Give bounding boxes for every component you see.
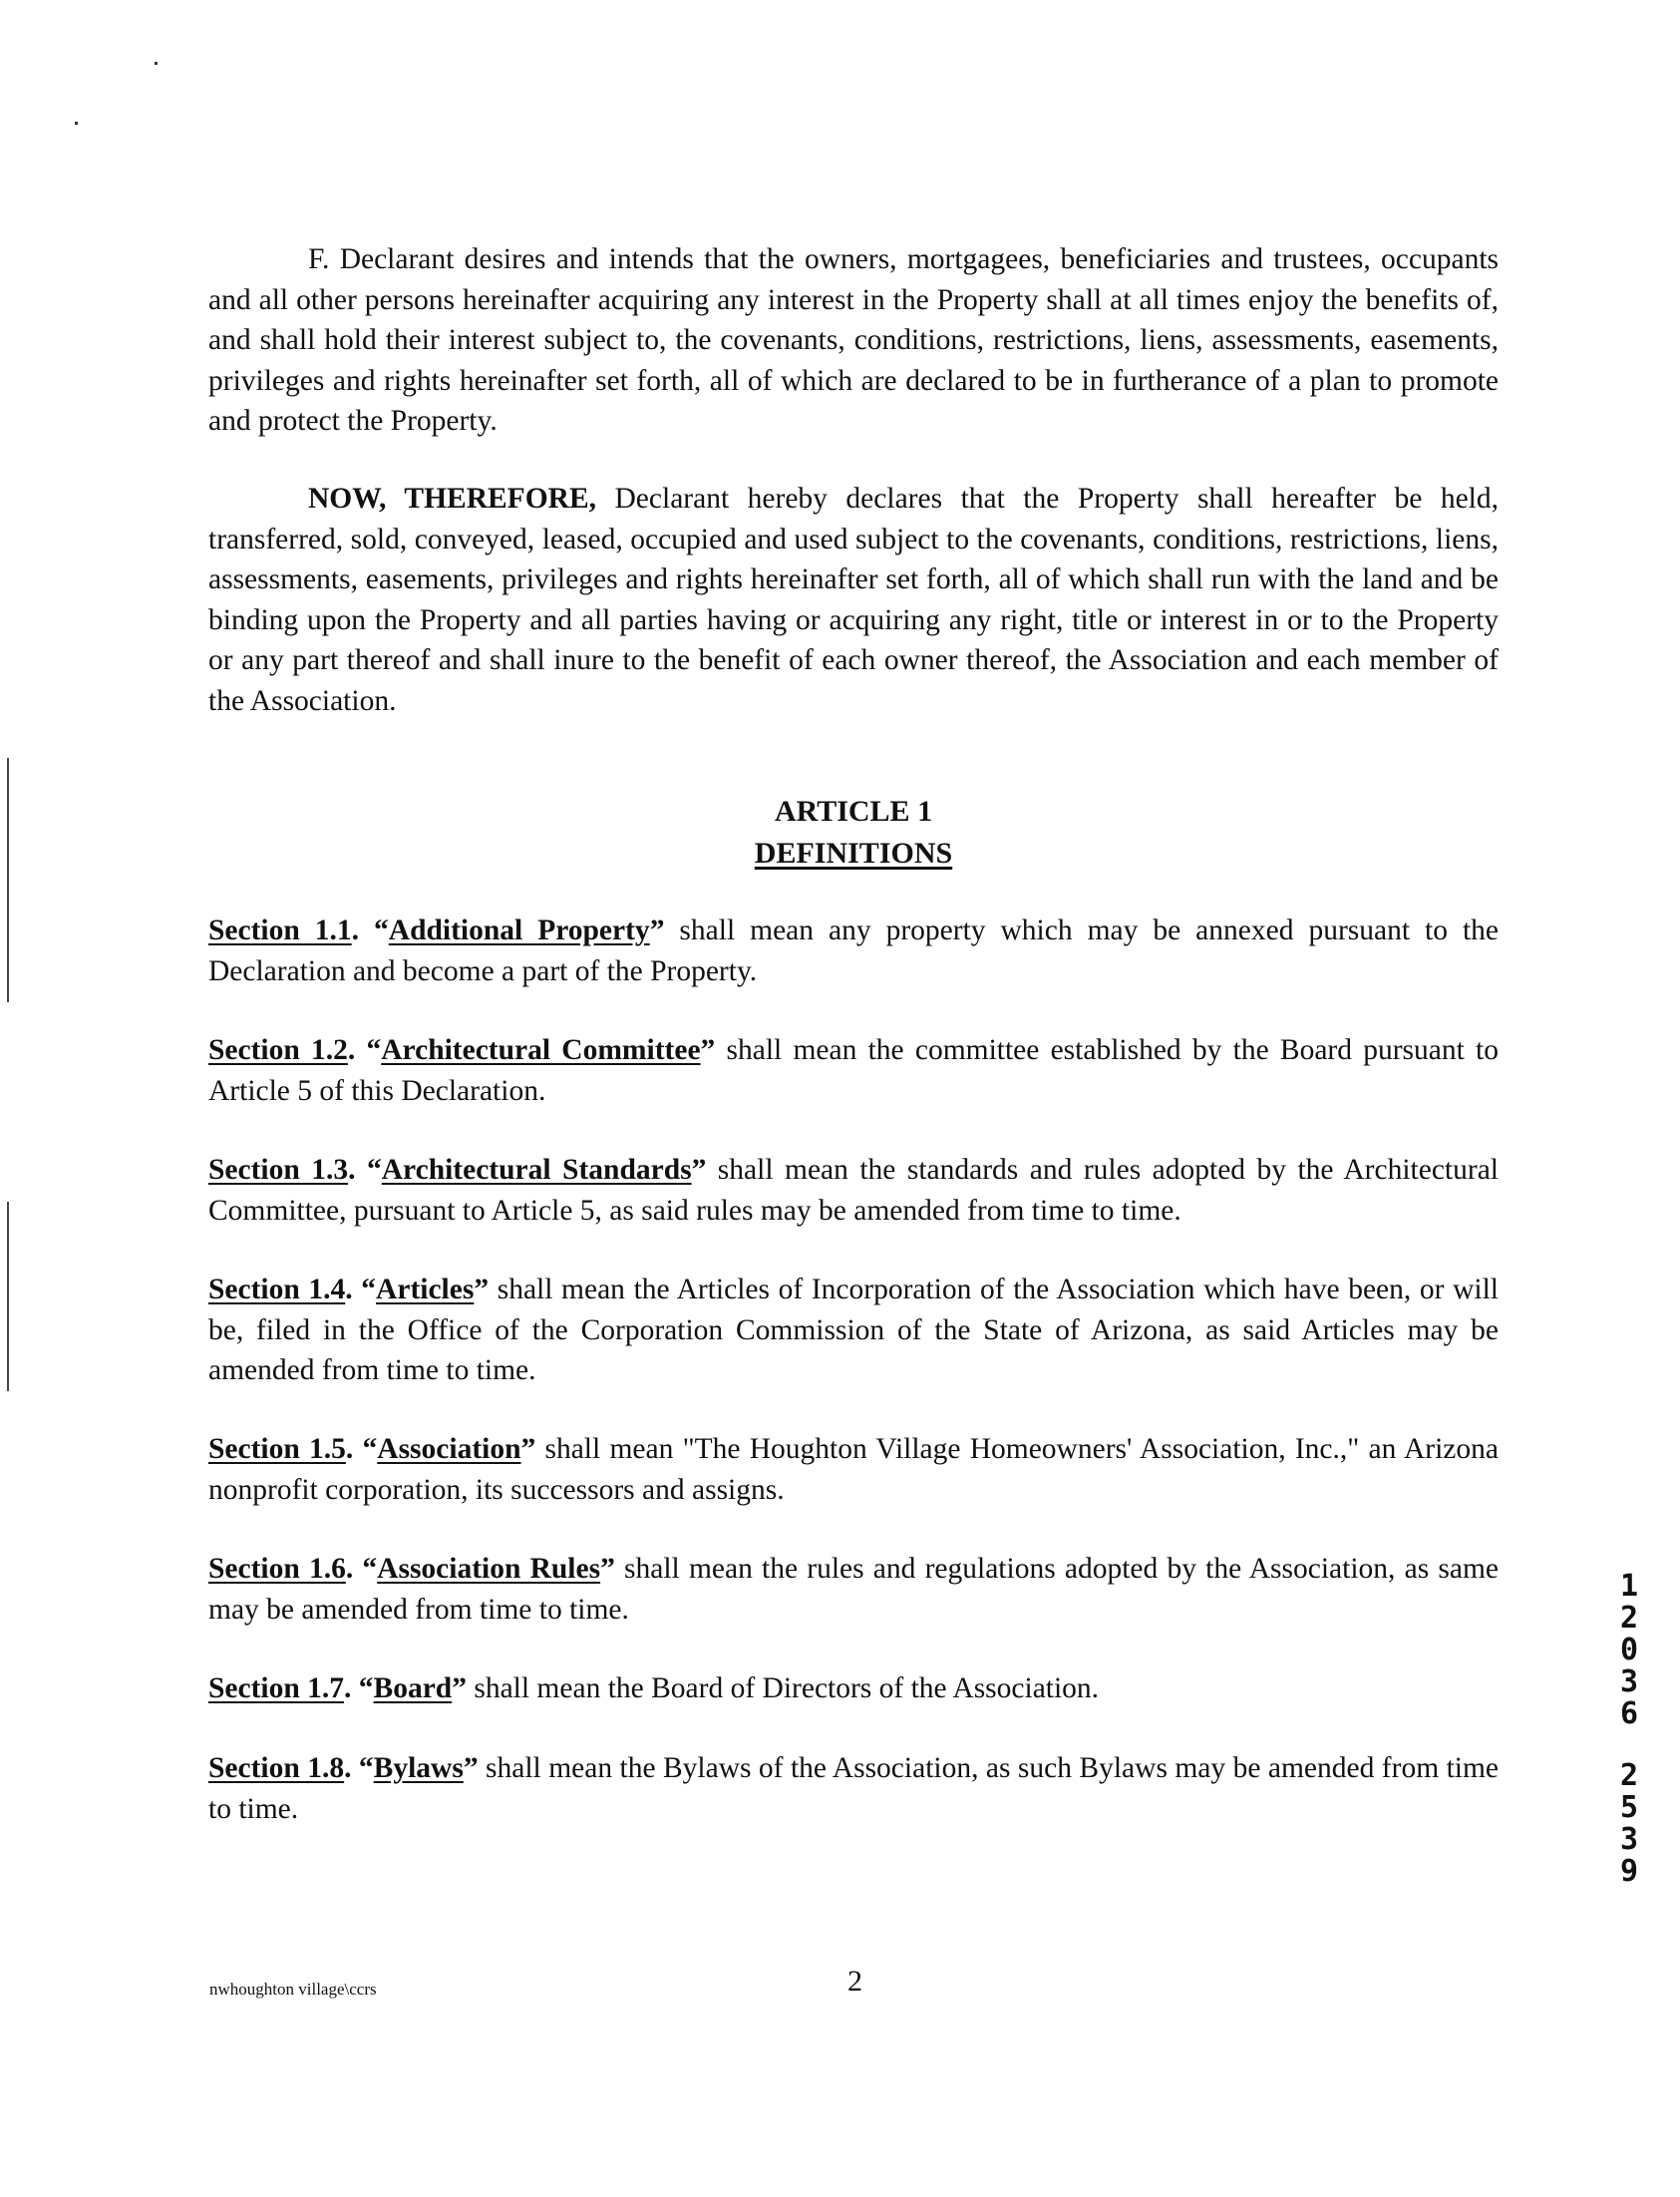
section-label: Section 1.4 xyxy=(208,1274,346,1305)
recording-number-stamp xyxy=(1615,1571,1643,1888)
footer-file-path: nwhoughton village\ccrs xyxy=(209,1980,377,1999)
defined-term: Architectural Standards xyxy=(381,1154,692,1186)
defined-term: Association xyxy=(377,1433,521,1465)
stamp-digit: 2 xyxy=(1619,1758,1639,1793)
stamp-digit: 3 xyxy=(1619,1664,1639,1699)
margin-line xyxy=(7,758,9,1002)
section-text: shall mean the committee established by the Board pursuant to Article 5 of this Declaration. xyxy=(208,1034,1499,1107)
defined-term: Articles xyxy=(376,1274,475,1305)
section-text: shall mean the Board of Directors of the Association. xyxy=(466,1672,1100,1704)
section-text: shall mean the standards and rules adopted by the Architectural Committee, pursuant to Article 5, as said rules may be amended from time to time. xyxy=(208,1154,1499,1227)
section-1-8: Section 1.8. “Bylaws” shall mean the Bylaws of the Association, as such Bylaws may be amended from time to time. xyxy=(208,1752,1500,1825)
section-label: Section 1.2 xyxy=(208,1034,348,1066)
defined-term: Bylaws xyxy=(373,1752,464,1784)
stamp-digit: 3 xyxy=(1619,1822,1639,1857)
now-therefore-lead: NOW, THEREFORE, xyxy=(308,483,596,515)
article-heading xyxy=(208,791,1499,875)
defined-term: Additional Property xyxy=(388,915,650,946)
stamp-digit: 2 xyxy=(1619,1601,1639,1636)
stamp-digit: 5 xyxy=(1619,1790,1639,1825)
section-label: Section 1.8 xyxy=(208,1752,345,1784)
stamp-digit: 1 xyxy=(1619,1569,1639,1604)
scan-speck xyxy=(155,62,158,65)
section-label: Section 1.7 xyxy=(208,1672,345,1704)
section-text: shall mean the Articles of Incorporation of the Association which have been, or will be, filed in the Office of the Corporation Commission of the State of Arizona, as said Articles may be amended from time to time. xyxy=(208,1274,1499,1386)
defined-term: Association Rules xyxy=(377,1553,601,1585)
section-1-7: Section 1.7. “Board” shall mean the Board of Directors of the Association. xyxy=(208,1672,1100,1704)
stamp-digit: 6 xyxy=(1619,1696,1639,1731)
section-label: Section 1.3 xyxy=(208,1154,349,1186)
paragraph-now-therefore xyxy=(208,479,1499,721)
section-text: shall mean any property which may be annexed pursuant to the Declaration and become a part of the Property. xyxy=(208,915,1500,987)
defined-term: Board xyxy=(373,1672,453,1704)
article-title: DEFINITIONS xyxy=(754,837,953,870)
paragraph-f-text: F. Declarant desires and intends that the owners, mortgagees, beneficiaries and trustees, occupants and all other persons hereinafter acquiring any interest in the Property shall at all times enjoy the benefits of, and shall hold their interest subject to, the covenants, conditions, restrictions, liens, assessments, easements, privileges and rights hereinafter set forth, all of which are declared to be in furtherance of a plan to promote and protect the Property. xyxy=(208,243,1499,437)
section-text: shall mean the Bylaws of the Association, as such Bylaws may be amended from time to time. xyxy=(208,1752,1500,1825)
section-1-6: Section 1.6. “Association Rules” shall mean the rules and regulations adopted by the Association, as same may be amended from time to time. xyxy=(208,1553,1499,1626)
section-text: shall mean "The Houghton Village Homeowners' Association, Inc.," an Arizona nonprofit corporation, its successors and assigns. xyxy=(208,1433,1499,1506)
article-number: ARTICLE 1 xyxy=(774,795,933,828)
margin-line xyxy=(7,1202,9,1391)
now-therefore-text: Declarant hereby declares that the Property shall hereafter be held, transferred, sold, conveyed, leased, occupied and used subject to the covenants, conditions, restrictions, liens, assessments, easements, privileges and rights hereinafter set forth, all of which shall run with the land and be binding upon the Property and all parties having or acquiring any right, title or interest in or to the Property or any part thereof and shall inure to the benefit of each owner thereof, the Association and each member of the Association. xyxy=(208,483,1499,717)
section-label: Section 1.5 xyxy=(208,1433,346,1465)
section-text: shall mean the rules and regulations adopted by the Association, as same may be amended from time to time. xyxy=(208,1553,1499,1626)
section-1-2: Section 1.2. “Architectural Committee” shall mean the committee established by the Board pursuant to Article 5 of this Declaration. xyxy=(208,1034,1499,1107)
scan-speck xyxy=(75,122,78,125)
section-1-5: Section 1.5. “Association” shall mean "The Houghton Village Homeowners' Association, Inc.," an Arizona nonprofit corporation, its successors and assigns. xyxy=(208,1433,1499,1506)
paragraph-f xyxy=(208,239,1499,442)
stamp-digit: 0 xyxy=(1619,1633,1639,1667)
section-label: Section 1.1 xyxy=(208,915,352,946)
section-label: Section 1.6 xyxy=(208,1553,346,1585)
section-1-3: Section 1.3. “Architectural Standards” shall mean the standards and rules adopted by the Architectural Committee, pursuant to Article 5, as said rules may be amended from time to time. xyxy=(208,1154,1499,1227)
defined-term: Architectural Committee xyxy=(381,1034,701,1066)
stamp-digit: 9 xyxy=(1619,1854,1639,1889)
page-number: 2 xyxy=(847,1965,862,1998)
section-1-1: Section 1.1. “Additional Property” shall mean any property which may be annexed pursuant to the Declaration and become a part of the Property. xyxy=(208,915,1500,987)
section-1-4: Section 1.4. “Articles” shall mean the Articles of Incorporation of the Association which have been, or will be, filed in the Office of the Corporation Commission of the State of Arizona, as said Articles may be amended from time to time. xyxy=(208,1274,1499,1386)
